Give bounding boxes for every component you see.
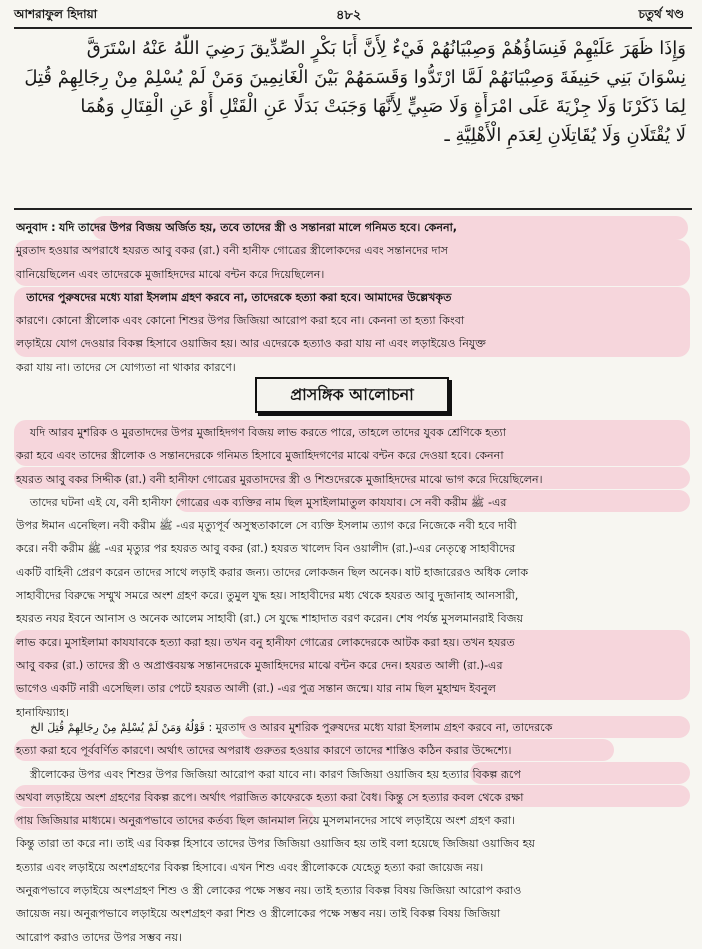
translation-block	[16, 216, 688, 379]
discussion-line: উপর ঈমান এনেছিল। নবী করীম ﷺ -এর মৃত্যুপূর্ব অসুস্থতাকালে সে ব্যক্তি ইসলাম ত্যাগ করে নিজেকে নবী হবে দাবী	[16, 519, 517, 533]
commentary-line: অনুরূপভাবে লড়াইয়ে অংশগ্রহণ শিশু ও স্ত্রী লোকের পক্ষে সম্ভব নয়। তাই হত্যার বিকল্প বিষয় জিজিয়া আরোপ করাও	[16, 884, 522, 898]
translation-line: তাদের পুরুষদের মধ্যে যারা ইসলাম গ্রহণ করবে না, তাদেরকে হত্যা করা হবে। আমাদের উল্লেখকৃত	[26, 290, 452, 304]
book-title: আশরাফুল হিদায়া	[14, 7, 98, 21]
discussion-line: যদি আরব মুশরিক ও মুরতাদদের উপর মুজাহিদগণ বিজয় লাভ করতে পারে, তাহলে তাদের যুবক শ্রেণিকে হত্যা	[29, 426, 506, 439]
translation-line: বানিয়েছিলেন এবং তাদেরকে মুজাহিদদের মাঝে বন্টন করে দিয়েছিলেন।	[16, 267, 325, 281]
translation-line: অনুবাদ : যদি তাদের উপর বিজয় অর্জিত হয়, তবে তাদের স্ত্রী ও সন্তানরা মালে গনিমত হবে। কেননা,	[16, 221, 457, 234]
commentary-line: হত্যার এবং লড়াইয়ে অংশগ্রহণের বিকল্প হিসাবে। এখন শিশু এবং স্ত্রীলোককে যেহেতু হত্যা করা জায়েজ নয়।	[16, 860, 484, 874]
translation-label: অনুবাদ :	[16, 221, 56, 234]
arabic-line: وَإِذَا ظَهَرَ عَلَيْهِمْ فَنِسَاؤُهُمْ وَصِبْيَانُهُمْ فَيْءٌ لِأَنَّ أَبَا بَكْرٍ الصِّدِّيقَ رَضِيَ اللّٰهُ عَنْهُ اسْتَرَقَّ	[86, 38, 686, 59]
discussion-line: আবু বকর (রা.) তাদের স্ত্রী ও অপ্রাপ্তবয়স্ক সন্তানদেরকে মুজাহিদদের মাঝে বন্টন করে দেন। হযরত আলী (রা.)-এর	[16, 658, 503, 672]
commentary-line: জায়েজ নয়। অনুরূপভাবে লড়াইয়ে অংশগ্রহণ করা শিশু ও স্ত্রীলোকের পক্ষে সম্ভব নয়। তাই বিকল্প বিষয় জিজিয়া	[16, 907, 500, 921]
discussion-line: লাভ করে। মুসাইলামা কাযযাবকে হত্যা করা হয়। তখন বনু হানীফা গোত্রের লোকদেরকে আটক করা হয়। তখন হযরত	[16, 635, 515, 649]
arabic-text	[20, 34, 686, 150]
commentary-line: হত্যা করা হবে পূর্ববর্ণিত কারণে। অর্থাৎ তাদের অপরাধ গুরুতর হওয়ার কারণে তাদের শাস্তিও কঠিন করার উদ্দেশ্যে।	[16, 744, 512, 758]
arabic-line: لَا يُقْتَلَانِ وَلَا يُقَاتِلَانِ لِعَدَمِ الْأَهْلِيَّةِ ـ	[444, 125, 686, 146]
translation-line: লড়াইয়ে যোগ দেওয়ার বিকল্প হিসাবে ওয়াজিব হয়। আর এদেরকে হত্যাও করা যায় না এবং লড়াইয়েও নিযুক্ত	[16, 337, 486, 351]
discussion-line: সাহাবীদের বিরুদ্ধে সম্মুখ সমরে অংশ গ্রহণ করে। তুমুল যুদ্ধ হয়। সাহাবীদের মধ্য থেকে হযরত আবু দুজানাহ আনসারী,	[16, 589, 519, 603]
volume-label: চতুর্থ খণ্ড	[638, 7, 684, 21]
arabic-line: نِسْوَانَ بَنِي حَنِيفَةَ وَصِبْيَانَهُمْ لَمَّا ارْتَدُّوا وَقَسَمَهُمْ بَيْنَ الْغَانِمِينَ وَمَنْ لَمْ يُسْلِمْ مِنْ رِجَالِهِمْ قُتِلَ	[24, 67, 686, 88]
arabic-divider	[14, 208, 692, 210]
discussion-line: করে। নবী করীম ﷺ -এর মৃত্যুর পর হযরত আবু বকর (রা.) হযরত খালেদ বিন ওয়ালীদ (রা.)-এর নেতৃত্বে সাহাবীদের	[16, 542, 516, 556]
discussion-line: তাদের ঘটনা এই যে, বনী হানীফা গোত্রের এক ব্যক্তির নাম ছিল মুসাইলামাতুল কাযযাব। সে নবী করীম ﷺ -এর	[29, 495, 507, 509]
commentary-line: কিন্তু তারা তা করে না। তাই এর বিকল্প হিসাবে তাদের উপর জিজিয়া ওয়াজিব হয় তাই বলা হয়েছে জিজিয়া ওয়াজিব হয়	[16, 837, 535, 851]
arabic-quote: قَوْلُهُ وَمَنْ لَمْ يُسْلِمْ مِنْ رِجَالِهِمْ قُتِلَ الخ	[30, 721, 205, 734]
commentary-line: স্ত্রীলোকের উপর এবং শিশুর উপর জিজিয়া আরোপ করা যাবে না। কারণ জিজিয়া ওয়াজিব হয় হত্যার বিকল্প রূপে	[29, 767, 521, 781]
discussion-line: হযরত নযর ইবনে আনাস ও অনেক আলেম সাহাবী (রা.) সে যুদ্ধে শাহাদাত বরণ করেন। শেষ পর্যন্ত মুসলমানরাই বিজয়	[16, 612, 524, 626]
discussion-line: করা হবে এবং তাদের স্ত্রীলোক ও সন্তানদেরকে গনিমত হিসাবে মুজাহিদগণের মাঝে বন্টন করে দেওয়া হবে। কেননা	[16, 449, 504, 463]
page-number: ৪৮২	[336, 8, 362, 23]
translation-line: কারণে। কোনো স্ত্রীলোক এবং কোনো শিশুর উপর জিজিয়া আরোপ করা হবে না। কেননা তা হত্যা কিংবা	[16, 314, 465, 328]
translation-line: মুরতাদ হওয়ার অপরাধে হযরত আবু বকর (রা.) বনী হানীফ গোত্রের স্ত্রীলোকদের এবং সন্তানদের দাস	[16, 244, 448, 258]
commentary-line: পায় জিজিয়ার মাধ্যমে। অনুরূপভাবে তাদের কর্তব্য ছিল জানমাল নিয়ে মুসলমানদের সাথে লড়াইয়ে অংশ গ্রহণ করা।	[16, 814, 515, 828]
discussion-line: হযরত আবু বকর সিদ্দীক (রা.) বনী হানীফা গোত্রের মুরতাদদের স্ত্রী ও শিশুদেরকে মুজাহিদদের মাঝে ভাগ করে দিয়েছিলেন।	[16, 472, 543, 486]
commentary-line: অথবা লড়াইয়ে অংশ গ্রহণের বিকল্প রূপে। অর্থাৎ পরাজিত কাফেরকে হত্যা করা বৈধ। কিন্তু সে হত্যার কবল থেকে রক্ষা	[16, 790, 524, 804]
commentary-line: قَوْلُهُ وَمَنْ لَمْ يُسْلِمْ مِنْ رِجَالِهِمْ قُتِلَ الخ : মুরতাদ ও আরব মুশরিক পুরুষদের মধ্যে যারা ইসলাম গ্রহণ করবে না, তাদেরকে	[30, 721, 553, 734]
commentary-line: আরোপ করাও তাদের উপর সম্ভব নয়।	[16, 930, 182, 944]
commentary-block	[16, 716, 688, 949]
translation-line: করা যায় না। তাদের সে যোগ্যতা না থাকার কারণে।	[16, 360, 236, 374]
discussion-block	[16, 421, 688, 724]
discussion-line: একটি বাহিনী প্রেরণ করেন তাদের সাথে লড়াই করার জন্য। তাদের লোকজন ছিল অনেক। ষাট হাজারেরও অধিক লোক	[16, 565, 529, 579]
page-header	[0, 0, 702, 30]
discussion-line: ভাগেও একটি নারী এসেছিল। তার পেটে হযরত আলী (রা.) -এর পুত্র সন্তান জন্মে। যার নাম ছিল মুহাম্মদ ইবনুল	[16, 682, 496, 696]
arabic-line: لِمَا ذَكَرْنَا وَلَا جِزْيَةَ عَلَى امْرَأَةٍ وَلَا صَبِيٍّ لِأَنَّهَا وَجَبَتْ بَدَلًا عَنِ الْقَتْلِ أَوْ عَنِ الْقِتَالِ وَهُمَا	[80, 96, 686, 117]
header-divider	[14, 27, 692, 29]
discussion-line: হানাফিয়্যাহ।	[16, 705, 69, 719]
section-heading: প্রাসঙ্গিক আলোচনা	[255, 377, 449, 413]
